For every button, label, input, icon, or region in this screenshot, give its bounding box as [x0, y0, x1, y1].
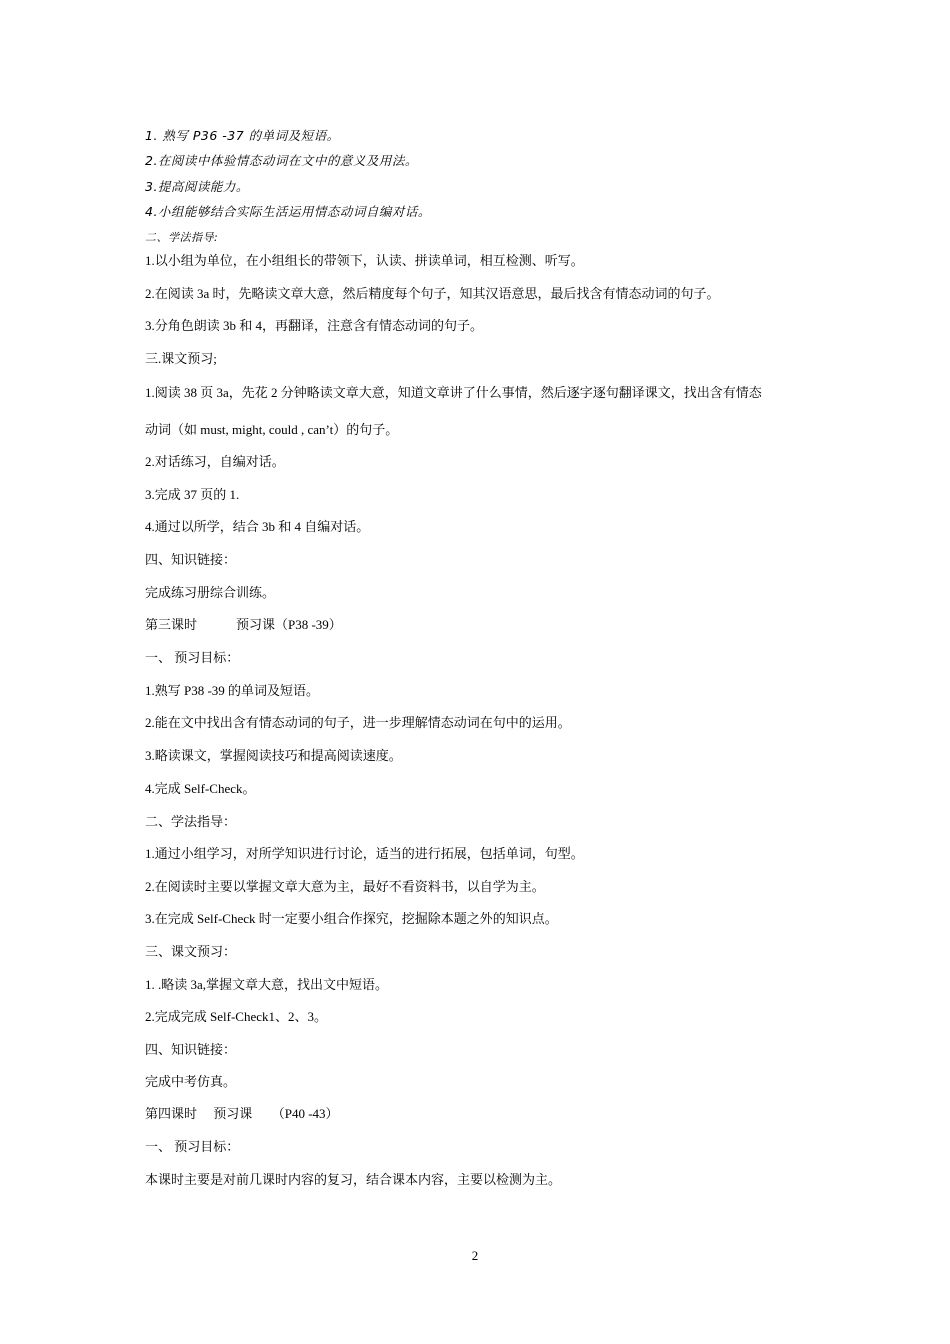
lesson-three-objective-1: 1.熟写 P38 -39 的单词及短语。: [145, 683, 320, 698]
section-heading-knowledge-link: 四、知识链接：: [145, 552, 237, 567]
lesson-three-objective-2: 2.能在文中找出含有情态动词的句子，进一步理解情态动词在句中的运用。: [145, 715, 571, 730]
section-heading-study-guide: 二、学法指导:: [145, 231, 219, 244]
objective-line-2: 2.在阅读中体验情态动词在文中的意义及用法。: [145, 153, 418, 168]
lesson-three-knowledge-line: 完成中考仿真。: [145, 1074, 237, 1089]
lesson-four-objectives-heading: 一、 预习目标：: [145, 1139, 240, 1154]
lesson-four-objective-text: 本课时主要是对前几课时内容的复习，结合课本内容，主要以检测为主。: [145, 1172, 562, 1187]
preview-line-1: 1.阅读 38 页 3a，先花 2 分钟略读文章大意，知道文章讲了什么事情，然后逐字逐句翻译课文，找出含有情态: [145, 385, 762, 400]
preview-line-4: 4.通过以所学，结合 3b 和 4 自编对话。: [145, 519, 370, 534]
lesson-three-title: 第三课时 预习课（P38 -39）: [145, 617, 342, 632]
knowledge-link-line: 完成练习册综合训练。: [145, 585, 276, 600]
guide-line-2: 2.在阅读 3a 时，先略读文章大意，然后精度每个句子，知其汉语意思，最后找含有情态动词的句子。: [145, 286, 720, 301]
objective-line-4: 4.小组能够结合实际生活运用情态动词自编对话。: [145, 204, 431, 219]
lesson-three-objectives-heading: 一、 预习目标：: [145, 650, 240, 665]
lesson-three-guide-heading: 二、学法指导：: [145, 814, 237, 829]
preview-line-3: 3.完成 37 页的 1.: [145, 487, 240, 502]
guide-line-1: 1.以小组为单位，在小组组长的带领下，认读、拼读单词，相互检测、听写。: [145, 253, 584, 268]
lesson-three-guide-2: 2.在阅读时主要以掌握文章大意为主，最好不看资料书，以自学为主。: [145, 879, 545, 894]
guide-line-3: 3.分角色朗读 3b 和 4，再翻译，注意含有情态动词的句子。: [145, 318, 484, 333]
lesson-three-objective-3: 3.略读课文，掌握阅读技巧和提高阅读速度。: [145, 748, 402, 763]
lesson-three-objective-4: 4.完成 Self-Check。: [145, 781, 256, 796]
objective-line-3: 3.提高阅读能力。: [145, 179, 249, 194]
preview-line-1-cont: 动词（如 must, might, could , can’t）的句子。: [145, 422, 399, 437]
section-heading-preview: 三.课文预习;: [145, 351, 217, 366]
objective-line-1: 1. 熟写 P36 -37 的单词及短语。: [145, 128, 340, 143]
lesson-three-preview-2: 2.完成完成 Self-Check1、2、3。: [145, 1009, 327, 1024]
lesson-three-knowledge-heading: 四、知识链接：: [145, 1042, 237, 1057]
lesson-three-guide-1: 1.通过小组学习，对所学知识进行讨论，适当的进行拓展，包括单词，句型。: [145, 846, 584, 861]
lesson-three-preview-heading: 三、课文预习：: [145, 944, 237, 959]
preview-line-2: 2.对话练习，自编对话。: [145, 454, 285, 469]
page-number: 2: [471, 1248, 479, 1263]
lesson-three-guide-3: 3.在完成 Self-Check 时一定要小组合作探究，挖掘除本题之外的知识点。: [145, 911, 558, 926]
lesson-three-preview-1: 1. .略读 3a,掌握文章大意，找出文中短语。: [145, 977, 389, 992]
lesson-four-title: 第四课时 预习课 （P40 -43）: [145, 1106, 339, 1121]
